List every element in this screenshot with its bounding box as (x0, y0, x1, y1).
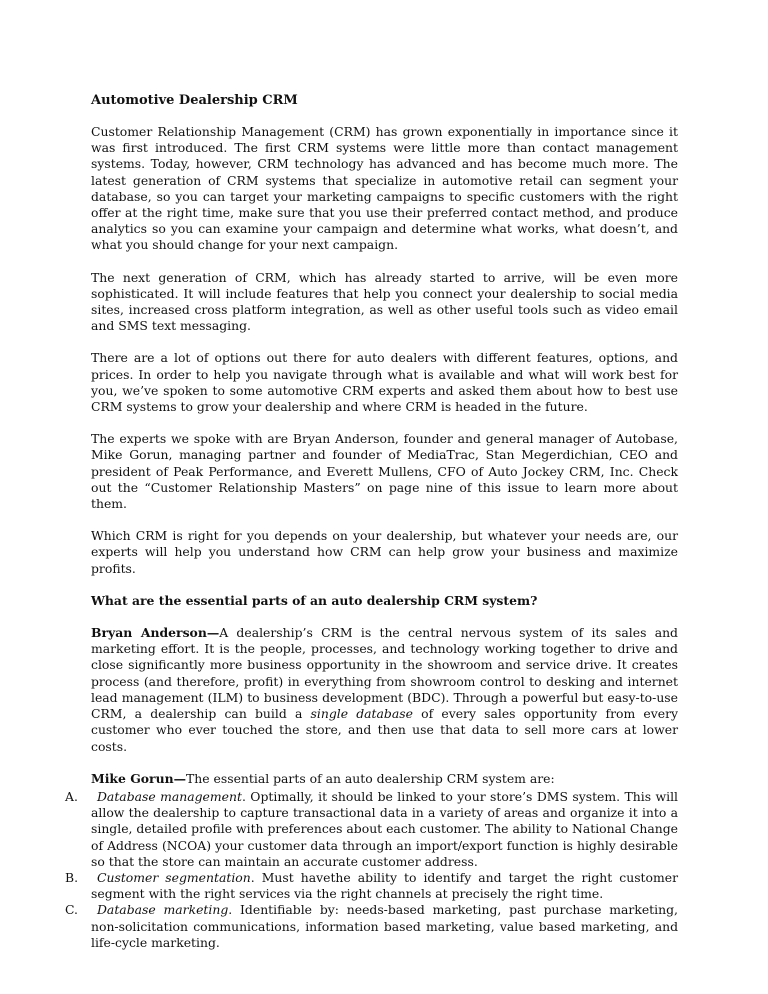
list-item (65, 788, 678, 870)
article-title: Automotive Dealership CRM (91, 93, 298, 108)
list-item (65, 902, 678, 951)
list-marker: C. (65, 902, 78, 918)
list-item-text: . Optimally, it should be linked to your store’s DMS system. This will allow the dealership to capture transactional data in a variety of areas and organize it into a single, detailed profile with preferences about each customer. The ability to National Change of Address (NCOA) your customer data through an import/export function is highly desirable so that the store can maintain an accurate customer address. (91, 788, 678, 869)
anderson-answer (91, 625, 678, 755)
gorun-intro-text: The essential parts of an auto dealership CRM system are: (186, 770, 555, 786)
speaker-name-gorun: Mike Gorun— (91, 770, 186, 786)
intro-paragraph-3: There are a lot of options out there for auto dealers with different features, options, and prices. In order to help you navigate through what is available and what will work best for you, we’ve spoken to some automotive CRM experts and asked them about how to best use CRM systems to grow your dealership and where CRM is headed in the future. (91, 350, 678, 415)
intro-paragraph-2: The next generation of CRM, which has already started to arrive, will be even more sophisticated. It will include features that help you connect your dealership to social media sites, increased cross platform integration, as well as other useful tools such as video email and SMS text messaging. (91, 269, 678, 334)
list-item-lead: Database management (97, 788, 242, 804)
anderson-emphasis: single database (310, 706, 413, 722)
list-marker: B. (65, 869, 79, 885)
intro-paragraph-1: Customer Relationship Management (CRM) has grown exponentially in importance since it was first introduced. The first CRM systems were little more than contact management systems. Today, however, CRM technology has advanced and has become much more. The latest generation of CRM systems that specialize in automotive retail can segment your database, so you can target your marketing campaigns to specific customers with the right offer at the right time, make sure that you use their preferred contact method, and produce analytics so you can examine your campaign and determine what works, what doesn’t, and what you should change for your next campaign. (91, 124, 678, 253)
anderson-text-part2: of every sales opportunity from every customer who ever touched the store, and then use that data to sell more cars at lower costs. (91, 706, 678, 754)
intro-paragraph-4: The experts we spoke with are Bryan Anderson, founder and general manager of Autobase, Mike Gorun, managing partner and founder of MediaTrac, Stan Megerdichian, CEO and president of Peak Performance, and Everett Mullens, CFO of Auto Jockey CRM, Inc. Check out the “Customer Relationship Masters” on page nine of this issue to learn more about them. (91, 431, 678, 512)
anderson-text-part1: A dealership’s CRM is the central nervous system of its sales and marketing effort. It is the people, processes, and technology working together to drive and close significantly more business opportunity in the showroom and service drive. It creates process (and therefore, profit) in everything from showroom control to desking and internet lead management (ILM) to business development (BDC). Through a powerful but easy-to-use CRM, a dealership can build a (91, 625, 678, 722)
list-marker: A. (65, 788, 78, 804)
list-item-text: . Must havethe ability to identify and target the right customer segment with the right services via the right channels at precisely the right time. (91, 869, 678, 902)
crm-parts-list (65, 788, 678, 951)
question-heading: What are the essential parts of an auto dealership CRM system? (91, 592, 538, 608)
intro-paragraph-5: Which CRM is right for you depends on your dealership, but whatever your needs are, our experts will help you understand how CRM can help grow your business and maximize profits. (91, 528, 678, 576)
gorun-answer-intro (91, 771, 678, 787)
list-item-lead: Database marketing (97, 902, 229, 918)
list-item-lead: Customer segmentation (97, 869, 251, 885)
speaker-name-anderson: Bryan Anderson— (91, 625, 220, 641)
list-item (65, 869, 678, 902)
list-item-text: . Identifiable by: needs-based marketing, past purchase marketing, non-solicitation communications, information based marketing, value based marketing, and life-cycle marketing. (91, 902, 678, 950)
